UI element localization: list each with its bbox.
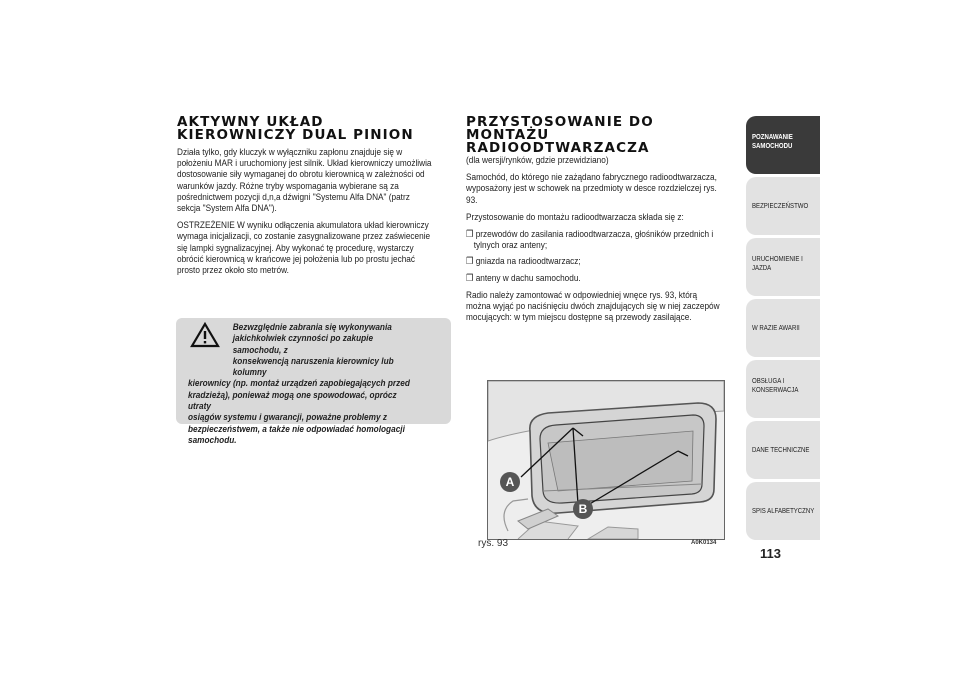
dual-pinion-paragraph: Działa tylko, gdy kluczyk w wyłączniku zapłonu znajduje się w położeniu MAR i uruchomiony jest silnik. Układ kierowniczy umożliwia dostosowanie siły wymaganej do obrotu kierownicą w zależności od warunków jazdy. Różne tryby wspomagania wybierane są za pośrednictwem pozycji d,n,a dźwigni "Systemu Alfa DNA" (patrz sekcja "System Alfa DNA"). [177,147,432,215]
radio-paragraph-1: Samochód, do którego nie zażądano fabrycznego radioodtwarzacza, wyposażony jest w schowek na przedmioty w desce rozdzielczej rys. 93. [466,172,717,206]
left-column [177,116,452,276]
list-item: tylnych oraz anteny; [473,240,548,252]
tab-bezpieczenstwo[interactable]: BEZPIECZEŃSTWO [746,177,820,235]
list-item: ❒ przewodów do zasilania radioodtwarzacza, głośników przednich i [466,229,714,241]
dashboard-compartment-illustration [488,381,724,539]
list-item: ❒ gniazda na radioodtwarzacz; [466,256,581,268]
radio-paragraph-3: Radio należy zamontować w odpowiedniej wnęce rys. 93, którą można wyjąć po naciśnięciu dwóch znajdujących się w niej zaczepów mocujących: w tym miejscu dostępne są przewody zasilające. [466,289,720,324]
radio-subtitle: (dla wersji/rynków, gdzie przewidziano) [466,155,609,166]
tab-obsluga-i-konserwacja[interactable]: OBSŁUGA I KONSERWACJA [746,360,820,418]
safety-warning-box [176,318,451,446]
section-title-dual-pinion: AKTYWNY UKŁAD KIEROWNICZY DUAL PINION [177,114,414,143]
chapter-tabs [746,116,820,543]
warning-paragraph: OSTRZEŻENIE W wyniku odłączenia akumulatora układ kierowniczy wymaga inicjalizacji, co zostanie zasygnalizowane przez zaświecenie się lampki sygnalizacyjnej. Aby wykonać tę procedurę, wystarczy obrócić kierownicą w krańcowe jej położenia lub po prostu jechać prosto przez około sto metrów. [177,220,431,277]
radio-paragraph-2: Przystosowanie do montażu radioodtwarzacza składa się z: [466,211,684,223]
tab-w-razie-awarii[interactable]: W RAZIE AWARII [746,299,820,357]
right-column [466,116,741,323]
tab-uruchomienie-i-jazda[interactable]: URUCHOMIENIE I JAZDA [746,238,820,296]
figure-code: A0K0134 [691,540,717,546]
figure-caption: rys. 93 [478,538,509,549]
radio-bullet-list [466,229,740,284]
page-number: 113 [760,546,781,561]
tab-poznawanie-samochodu[interactable]: POZNAWANIE SAMOCHODU [746,116,820,174]
figure-label-b: B [573,499,593,519]
figure-label-a: A [500,472,520,492]
tab-dane-techniczne[interactable]: DANE TECHNICZNE [746,421,820,479]
safety-warning-text: Bezwzględnie zabrania się wykonywania jakichkolwiek czynności po zakupie samochodu, z konsekwencją naruszenia kierownicy lub kolumny kierownicy (np. montaż urządzeń zapobiegających przed kradzieżą), ponieważ mogą one spowodować, oprócz utraty osiągów systemu i gwarancji, poważne problemy z bezpieczeństwem, a także nie odpowiadać homologacji samochodu. [188,322,410,446]
tab-spis-alfabetyczny[interactable]: SPIS ALFABETYCZNY [746,482,820,540]
figure-93-storage-compartment [487,380,725,540]
list-item: ❒ anteny w dachu samochodu. [466,272,581,284]
section-title-radio: PRZYSTOSOWANIE DO MONTAŻU RADIOODTWARZACZA [466,114,654,156]
